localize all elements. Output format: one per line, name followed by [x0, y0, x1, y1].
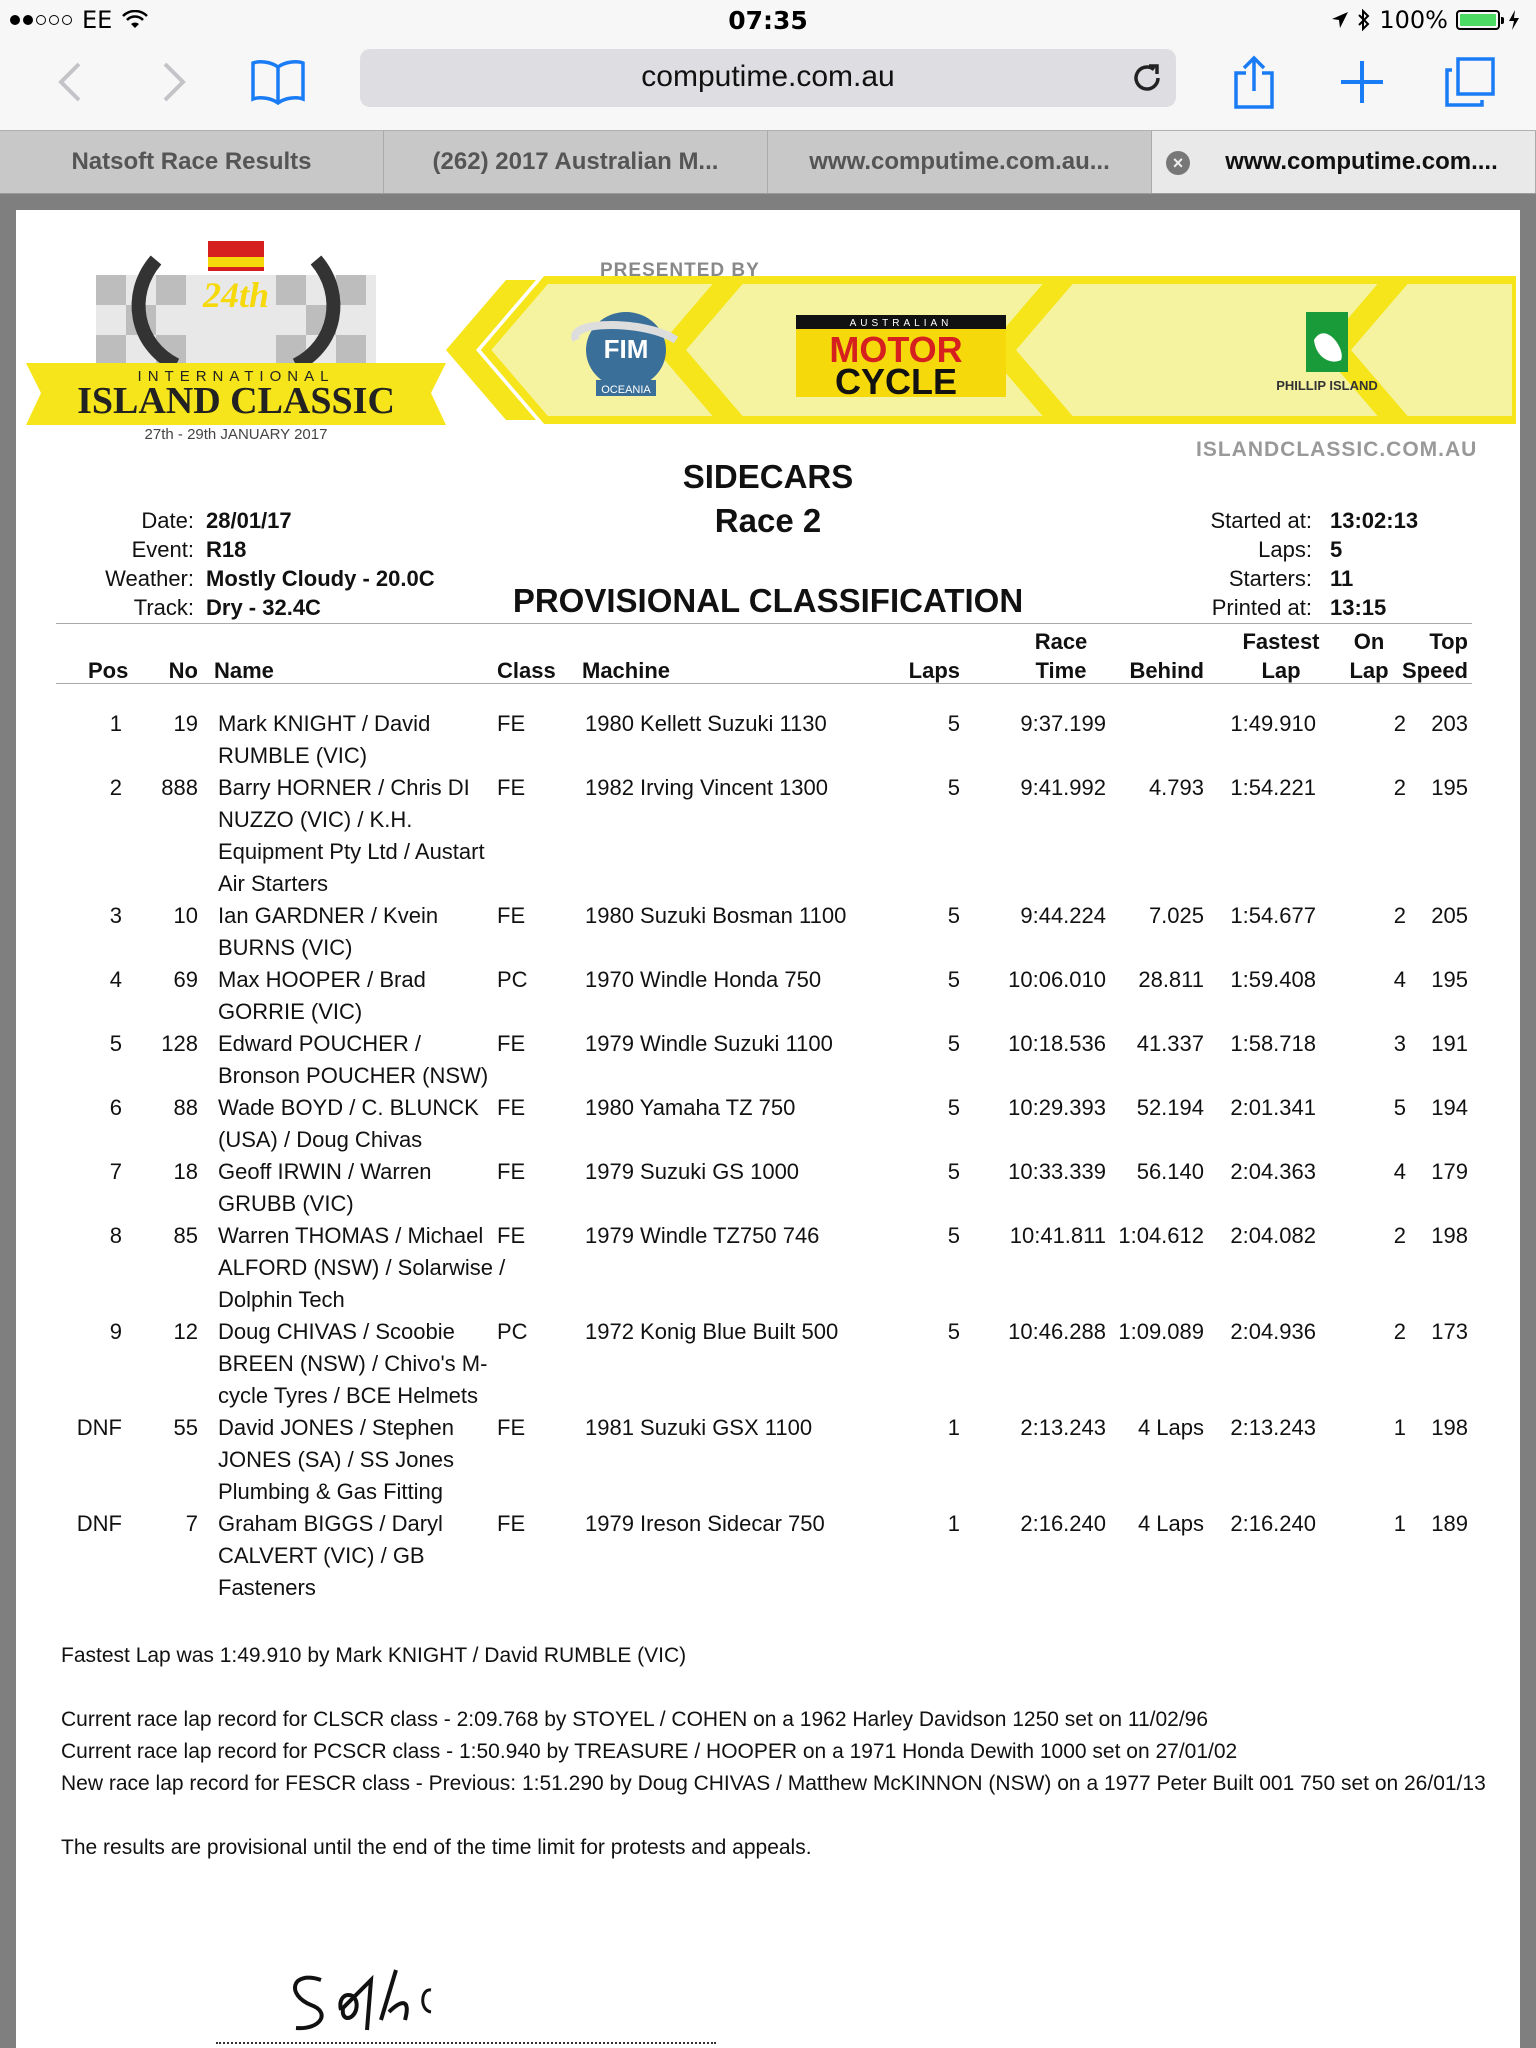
svg-text:CYCLE: CYCLE	[834, 361, 958, 402]
cell-laps: 5	[947, 1159, 960, 1184]
cell-race-time: 10:29.393	[1008, 1095, 1106, 1120]
back-button[interactable]	[40, 52, 100, 112]
meta-value: 13:02:13	[1330, 508, 1419, 533]
location-arrow-icon	[1331, 11, 1349, 29]
cell-race-time: 9:44.224	[1020, 903, 1106, 928]
cell-name: Geoff IRWIN / Warren	[218, 1159, 432, 1184]
signature-image	[281, 1950, 501, 2048]
cell-name: ALFORD (NSW) / Solarwise /	[218, 1255, 506, 1280]
svg-text:MOTOR: MOTOR	[829, 329, 963, 370]
cell-pos: 1	[109, 711, 122, 736]
close-icon[interactable]: ×	[1166, 151, 1190, 175]
header-speed: Speed	[1401, 658, 1468, 683]
cell-name: Bronson POUCHER (NSW)	[218, 1063, 489, 1088]
bookmarks-button[interactable]	[248, 52, 308, 112]
cell-name: Barry HORNER / Chris DI	[218, 775, 470, 800]
svg-text:OCEANIA: OCEANIA	[601, 384, 651, 396]
header-fastest: Fastest	[1242, 629, 1320, 654]
cell-race-time: 2:13.243	[1020, 1415, 1106, 1440]
status-bar	[0, 0, 1536, 42]
cell-no: 10	[173, 903, 198, 928]
svg-text:FIM: FIM	[603, 334, 649, 364]
status-right	[1331, 6, 1520, 34]
battery-icon	[1456, 10, 1500, 30]
cell-pos: 8	[109, 1223, 122, 1248]
tab-natsoft[interactable]	[0, 131, 384, 193]
cell-name: BREEN (NSW) / Chivo's M-	[218, 1351, 488, 1376]
meta-key: Started at:	[1210, 508, 1312, 533]
meta-key: Track:	[133, 595, 194, 620]
cell-on-lap: 4	[1393, 967, 1406, 992]
browser-toolbar	[0, 42, 1536, 130]
cell-top-speed: 189	[1431, 1511, 1468, 1536]
header-no: No	[168, 658, 198, 683]
tabs-overview-button[interactable]	[1440, 52, 1500, 112]
cell-race-time: 10:46.288	[1008, 1319, 1106, 1344]
cell-fastest-lap: 2:04.082	[1230, 1223, 1316, 1248]
cell-no: 7	[185, 1511, 198, 1536]
cell-fastest-lap: 2:04.936	[1230, 1319, 1316, 1344]
cell-name: cycle Tyres / BCE Helmets	[218, 1383, 478, 1408]
cell-name: Air Starters	[218, 871, 329, 896]
website-label: ISLANDCLASSIC.COM.AU	[1196, 438, 1478, 461]
cell-fastest-lap: 1:59.408	[1230, 967, 1316, 992]
cell-behind: 4.793	[1148, 775, 1204, 800]
meta-value: 5	[1330, 537, 1343, 562]
presented-by-label: PRESENTED BY	[600, 260, 760, 281]
cell-no: 55	[173, 1415, 198, 1440]
cell-no: 888	[161, 775, 198, 800]
provisional-note: The results are provisional until the end of the time limit for protests and appeals.	[61, 1836, 812, 1859]
results-document	[16, 210, 1520, 2048]
tab-label: www.computime.com.au...	[809, 148, 1110, 175]
cell-no: 88	[173, 1095, 198, 1120]
meta-key: Starters:	[1228, 566, 1312, 591]
meta-key: Weather:	[105, 566, 194, 591]
cell-name: Wade BOYD / C. BLUNCK	[218, 1095, 479, 1120]
chevron-left-icon	[55, 60, 85, 104]
cell-machine: 1972 Konig Blue Built 500	[585, 1319, 839, 1344]
report-title: SIDECARS	[682, 458, 854, 495]
header-on: On	[1353, 629, 1385, 654]
cell-name: BURNS (VIC)	[218, 935, 353, 960]
clock: 07:35	[728, 6, 808, 35]
cell-on-lap: 1	[1393, 1415, 1406, 1440]
cell-class: FE	[497, 903, 526, 928]
tab-computime-active[interactable]	[1152, 131, 1536, 193]
cell-class: FE	[497, 775, 526, 800]
cell-class: FE	[497, 1415, 526, 1440]
meta-value: Mostly Cloudy - 20.0C	[206, 566, 435, 591]
cell-top-speed: 194	[1431, 1095, 1468, 1120]
cell-name: GORRIE (VIC)	[218, 999, 363, 1024]
island-classic-logo	[26, 235, 446, 445]
cell-name: Equipment Pty Ltd / Austart	[218, 839, 485, 864]
cell-on-lap: 2	[1393, 711, 1406, 736]
cell-name: Mark KNIGHT / David	[218, 711, 431, 736]
header-race: Race	[1034, 629, 1088, 654]
cell-race-time: 10:06.010	[1008, 967, 1106, 992]
cell-no: 12	[173, 1319, 198, 1344]
cell-name: (USA) / Doug Chivas	[218, 1127, 423, 1152]
cell-machine: 1979 Ireson Sidecar 750	[585, 1511, 825, 1536]
cell-laps: 5	[947, 1095, 960, 1120]
svg-text:27th - 29th JANUARY 2017: 27th - 29th JANUARY 2017	[144, 426, 328, 443]
cell-on-lap: 2	[1393, 903, 1406, 928]
svg-text:PHILLIP ISLAND: PHILLIP ISLAND	[1276, 378, 1378, 393]
cell-fastest-lap: 1:58.718	[1230, 1031, 1316, 1056]
header-pos: Pos	[88, 658, 129, 683]
header-machine: Machine	[582, 658, 671, 683]
cell-laps: 5	[947, 1031, 960, 1056]
cell-no: 18	[173, 1159, 198, 1184]
chevron-right-icon	[159, 60, 189, 104]
reload-icon[interactable]	[1130, 61, 1164, 95]
meta-key: Printed at:	[1211, 595, 1312, 620]
cell-pos: 7	[109, 1159, 122, 1184]
share-icon	[1232, 55, 1276, 109]
cell-top-speed: 179	[1431, 1159, 1468, 1184]
battery-percent: 100%	[1379, 6, 1448, 34]
url-text: computime.com.au	[641, 60, 895, 93]
cell-name: Edward POUCHER /	[218, 1031, 421, 1056]
cell-name: Ian GARDNER / Kvein	[218, 903, 439, 928]
meta-value: 13:15	[1330, 595, 1387, 620]
header-top: Top	[1429, 629, 1468, 654]
tab-label: www.computime.com....	[1225, 148, 1498, 175]
cell-laps: 5	[947, 775, 960, 800]
share-button[interactable]	[1224, 52, 1284, 112]
cell-race-time: 10:33.339	[1008, 1159, 1106, 1184]
cell-class: FE	[497, 1159, 526, 1184]
cell-pos: 9	[109, 1319, 122, 1344]
cell-pos: 3	[109, 903, 122, 928]
new-tab-button[interactable]	[1332, 52, 1392, 112]
cell-top-speed: 198	[1431, 1223, 1468, 1248]
cell-race-time: 10:41.811	[1009, 1223, 1106, 1248]
cell-name: NUZZO (VIC) / K.H.	[218, 807, 413, 832]
plus-icon	[1339, 59, 1385, 105]
fastest-lap-note: Fastest Lap was 1:49.910 by Mark KNIGHT / David RUMBLE (VIC)	[61, 1644, 687, 1667]
lap-record-note: New race lap record for FESCR class - Previous: 1:51.290 by Doug CHIVAS / Matthew McKINNON (NSW) on a 1977 Peter Built 001 750 set on 26/01/13	[61, 1772, 1486, 1795]
tabs-icon	[1444, 56, 1496, 108]
cell-laps: 5	[947, 1319, 960, 1344]
cell-name: Warren THOMAS / Michael	[218, 1223, 484, 1248]
tab-strip	[0, 130, 1536, 194]
cell-behind: 56.140	[1136, 1159, 1204, 1184]
tab-label: (262) 2017 Australian M...	[432, 148, 719, 175]
cell-behind: 4 Laps	[1137, 1511, 1204, 1536]
cell-race-time: 2:16.240	[1020, 1511, 1106, 1536]
cell-on-lap: 3	[1393, 1031, 1406, 1056]
cell-class: FE	[497, 1511, 526, 1536]
cell-name: GRUBB (VIC)	[218, 1191, 354, 1216]
carrier-label: EE	[82, 6, 113, 34]
cell-machine: 1979 Suzuki GS 1000	[585, 1159, 800, 1184]
cell-name: Max HOOPER / Brad	[218, 967, 426, 992]
cell-name: CALVERT (VIC) / GB	[218, 1543, 425, 1568]
cell-name: Dolphin Tech	[218, 1287, 345, 1312]
cell-name: JONES (SA) / SS Jones	[218, 1447, 454, 1472]
cell-behind: 7.025	[1148, 903, 1204, 928]
cell-machine: 1970 Windle Honda 750	[585, 967, 822, 992]
svg-text:24th: 24th	[202, 275, 270, 315]
meta-value: 28/01/17	[206, 508, 292, 533]
cell-name: Doug CHIVAS / Scoobie	[218, 1319, 455, 1344]
cell-on-lap: 2	[1393, 1223, 1406, 1248]
cell-no: 19	[173, 711, 198, 736]
cell-race-time: 9:37.199	[1020, 711, 1106, 736]
divider	[56, 683, 1472, 684]
cell-pos: 5	[109, 1031, 122, 1056]
cell-race-time: 9:41.992	[1020, 775, 1106, 800]
meta-value: R18	[206, 537, 247, 562]
cell-on-lap: 1	[1393, 1511, 1406, 1536]
cell-fastest-lap: 2:13.243	[1230, 1415, 1316, 1440]
header-on-lap: Lap	[1349, 658, 1389, 683]
address-bar[interactable]	[360, 49, 1176, 107]
cell-behind: 28.811	[1138, 967, 1204, 992]
meta-value: 11	[1330, 566, 1354, 591]
cell-laps: 5	[947, 967, 960, 992]
cell-fastest-lap: 1:54.677	[1230, 903, 1316, 928]
cell-machine: 1980 Suzuki Bosman 1100	[585, 903, 847, 928]
cell-machine: 1979 Windle Suzuki 1100	[585, 1031, 833, 1056]
cell-top-speed: 195	[1431, 775, 1468, 800]
cell-name: Plumbing & Gas Fitting	[218, 1479, 443, 1504]
cell-on-lap: 2	[1393, 775, 1406, 800]
lap-record-note: Current race lap record for PCSCR class - 1:50.940 by TREASURE / HOOPER on a 1971 Honda Dewith 1000 set on 27/01/02	[61, 1740, 1238, 1763]
cell-fastest-lap: 2:16.240	[1230, 1511, 1316, 1536]
book-icon	[250, 59, 306, 105]
cell-on-lap: 5	[1393, 1095, 1406, 1120]
cell-pos: 6	[109, 1095, 122, 1120]
cell-fastest-lap: 1:49.910	[1230, 711, 1316, 736]
cell-top-speed: 173	[1431, 1319, 1468, 1344]
cell-class: FE	[497, 1223, 526, 1248]
cell-name: David JONES / Stephen	[218, 1415, 455, 1440]
cell-laps: 5	[947, 903, 960, 928]
cell-laps: 1	[947, 1511, 960, 1536]
header-fastest-lap: Lap	[1261, 658, 1301, 683]
svg-text:INTERNATIONAL: INTERNATIONAL	[137, 368, 335, 385]
cell-race-time: 10:18.536	[1008, 1031, 1106, 1056]
bluetooth-icon	[1357, 9, 1371, 31]
cell-class: PC	[497, 967, 528, 992]
cell-name: Fasteners	[218, 1575, 316, 1600]
header-class: Class	[497, 658, 556, 683]
cell-class: FE	[497, 711, 526, 736]
header-laps: Laps	[908, 658, 960, 683]
race-info	[1164, 508, 1418, 624]
cell-fastest-lap: 1:54.221	[1230, 775, 1316, 800]
cell-top-speed: 203	[1431, 711, 1468, 736]
cell-on-lap: 4	[1393, 1159, 1406, 1184]
motor-cycle-news-logo-icon	[796, 315, 1006, 402]
cell-name: Graham BIGGS / Daryl	[218, 1511, 443, 1536]
cell-top-speed: 191	[1431, 1031, 1468, 1056]
cell-fastest-lap: 2:04.363	[1230, 1159, 1316, 1184]
cell-no: 128	[161, 1031, 198, 1056]
cell-pos: 4	[109, 967, 122, 992]
cell-behind: 1:04.612	[1118, 1223, 1204, 1248]
signature-line	[216, 2042, 716, 2044]
event-info	[56, 508, 435, 624]
cell-class: FE	[497, 1095, 526, 1120]
header-behind: Behind	[1129, 658, 1204, 683]
cell-top-speed: 198	[1431, 1415, 1468, 1440]
cell-machine: 1980 Kellett Suzuki 1130	[585, 711, 827, 736]
divider	[56, 623, 1472, 624]
classification-title: PROVISIONAL CLASSIFICATION	[512, 582, 1024, 619]
meta-key: Date:	[141, 508, 194, 533]
cell-behind: 1:09.089	[1118, 1319, 1204, 1344]
cell-top-speed: 195	[1431, 967, 1468, 992]
cell-no: 69	[173, 967, 198, 992]
cell-laps: 5	[947, 1223, 960, 1248]
cell-machine: 1979 Windle TZ750 746	[585, 1223, 820, 1248]
cell-machine: 1980 Yamaha TZ 750	[585, 1095, 796, 1120]
tab-computime-1[interactable]	[768, 131, 1152, 193]
cell-machine: 1981 Suzuki GSX 1100	[585, 1415, 813, 1440]
cell-behind: 4 Laps	[1137, 1415, 1204, 1440]
report-subtitle: Race 2	[714, 502, 822, 539]
cell-fastest-lap: 2:01.341	[1230, 1095, 1316, 1120]
cell-top-speed: 205	[1431, 903, 1468, 928]
cell-behind: 52.194	[1136, 1095, 1204, 1120]
meta-value: Dry - 32.4C	[206, 595, 321, 620]
cell-pos: 2	[109, 775, 122, 800]
cell-behind: 41.337	[1136, 1031, 1204, 1056]
cell-pos: DNF	[76, 1511, 122, 1536]
cell-no: 85	[173, 1223, 198, 1248]
cell-laps: 5	[947, 711, 960, 736]
header-name: Name	[214, 658, 274, 683]
cell-laps: 1	[947, 1415, 960, 1440]
charging-bolt-icon	[1508, 9, 1520, 31]
svg-text:ISLAND CLASSIC: ISLAND CLASSIC	[77, 380, 395, 422]
lap-record-note: Current race lap record for CLSCR class - 2:09.768 by STOYEL / COHEN on a 1962 Harley Davidson 1250 set on 11/02/96	[61, 1708, 1209, 1731]
cell-machine: 1982 Irving Vincent 1300	[585, 775, 828, 800]
meta-key: Laps:	[1258, 537, 1312, 562]
cell-pos: DNF	[76, 1415, 122, 1440]
cell-name: RUMBLE (VIC)	[218, 743, 368, 768]
cell-class: FE	[497, 1031, 526, 1056]
header-time: Time	[1035, 658, 1087, 683]
cell-on-lap: 2	[1393, 1319, 1406, 1344]
cell-class: PC	[497, 1319, 528, 1344]
svg-text:AUSTRALIAN: AUSTRALIAN	[849, 318, 953, 329]
tab-label: Natsoft Race Results	[71, 148, 312, 175]
forward-button[interactable]	[144, 52, 204, 112]
meta-key: Event:	[131, 537, 194, 562]
tab-australian[interactable]	[384, 131, 768, 193]
